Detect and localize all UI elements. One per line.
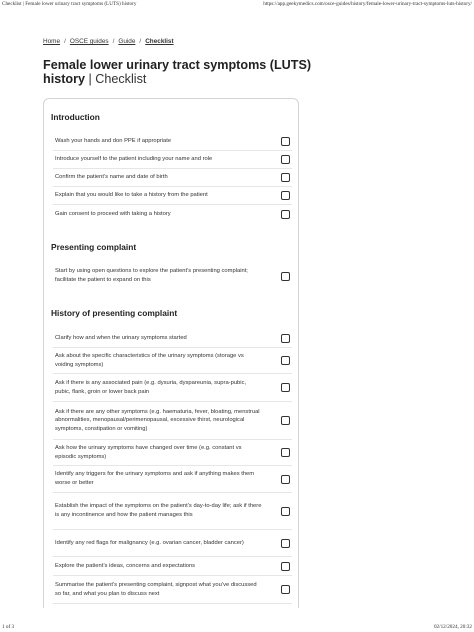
checklist-item-text: Summarise the patient’s presenting complaint, signpost what you’ve discussed so far, and what you plan to discuss next <box>55 581 257 597</box>
breadcrumb-checklist-link[interactable]: Checklist <box>145 38 174 45</box>
checklist-item-text: Ask if there are any other symptoms (e.g. haematuria, fever, bloating, menstrual abnormalities, menopausal/perimenopausal, excessive thirst, neurological symptoms, constipation or vomiting) <box>55 408 260 432</box>
print-footer <box>0 622 474 632</box>
checklist-item-text: Ask about the specific characteristics of the urinary symptoms (storage vs voiding symptoms) <box>55 352 244 368</box>
page-title-suffix: | Checklist <box>88 72 147 86</box>
breadcrumb-home-link[interactable]: Home <box>43 38 61 45</box>
page-title <box>43 58 343 86</box>
checklist-checkbox[interactable] <box>281 539 290 548</box>
breadcrumb-osce-guides-link[interactable]: OSCE guides <box>69 38 109 45</box>
checklist-item-text: Ask if there is any associated pain (e.g. dysuria, dyspareunia, supra-pubic, pubic, flank, groin or lower back pain <box>55 379 247 395</box>
checklist-checkbox[interactable] <box>281 272 290 281</box>
checklist-checkbox[interactable] <box>281 475 290 484</box>
page-title-main: Female lower urinary tract symptoms (LUTS) history <box>43 58 312 86</box>
checklist-checkbox[interactable] <box>281 448 290 457</box>
checklist-checkbox[interactable] <box>281 191 290 200</box>
checklist-checkbox[interactable] <box>281 334 290 343</box>
checklist-item <box>53 466 292 493</box>
checklist-checkbox[interactable] <box>281 137 290 146</box>
checklist-item <box>53 187 292 205</box>
checklist-item <box>53 329 292 348</box>
breadcrumb <box>43 38 174 45</box>
checklist-item <box>53 530 292 557</box>
breadcrumb-separator: / <box>112 38 115 45</box>
section-title-history-of-presenting-complaint: History of presenting complaint <box>51 308 178 318</box>
checklist-checkbox[interactable] <box>281 173 290 182</box>
checklist-item-text: Identify any red flags for malignancy (e.g. ovarian cancer, bladder cancer) <box>55 539 244 546</box>
checklist-checkbox[interactable] <box>281 585 290 594</box>
checklist-checkbox[interactable] <box>281 356 290 365</box>
checklist-item-text: Clarify how and when the urinary symptoms started <box>55 334 187 341</box>
checklist-item <box>53 151 292 169</box>
breadcrumb-separator: / <box>64 38 66 45</box>
checklist-item <box>53 374 292 402</box>
section-title-presenting-complaint: Presenting complaint <box>51 242 137 252</box>
checklist-item <box>53 133 292 151</box>
checklist-item-text: Confirm the patient’s name and date of birth <box>55 174 168 181</box>
breadcrumb-guide-link[interactable]: Guide <box>118 38 136 45</box>
checklist-checkbox[interactable] <box>281 507 290 516</box>
print-header-title: Checklist | Female lower urinary tract symptoms (LUTS) history <box>2 1 137 7</box>
checklist-item <box>53 205 292 223</box>
checklist-item <box>53 557 292 576</box>
checklist-item <box>53 402 292 440</box>
checklist-card <box>43 98 299 608</box>
print-header <box>0 0 474 10</box>
checklist-checkbox[interactable] <box>281 210 290 219</box>
checklist-checkbox[interactable] <box>281 383 290 392</box>
print-header-url: https://app.geekymedics.com/osce-guides/history/female-lower-urinary-tract-symptoms-luts-history/ <box>263 1 472 7</box>
checklist-checkbox[interactable] <box>281 562 290 571</box>
checklist-item <box>53 169 292 187</box>
breadcrumb-separator: / <box>139 38 142 45</box>
print-footer-datetime: 02/12/2024, 20:32 <box>433 624 472 630</box>
print-footer-page: 1 of 3 <box>2 624 15 630</box>
checklist-item-text: Introduce yourself to the patient including your name and role <box>55 156 213 163</box>
checklist-item <box>53 440 292 466</box>
checklist-checkbox[interactable] <box>281 155 290 164</box>
checklist-item-text: Start by using open questions to explore the patient’s presenting complaint; facilitate the patient to expand on this <box>55 268 248 283</box>
checklist-item-text: Gain consent to proceed with taking a history <box>55 210 171 217</box>
checklist-item <box>53 348 292 374</box>
checklist-checkbox[interactable] <box>281 416 290 425</box>
checklist-item <box>53 576 292 604</box>
checklist-item-text: Establish the impact of the symptoms on the patient’s day-to-day life; ask if there is any incontinence and how the patient manages this <box>55 503 262 518</box>
checklist-item-text: Identify any triggers for the urinary symptoms and ask if anything makes them worse or better <box>55 471 255 486</box>
checklist-item <box>53 263 292 289</box>
checklist-item <box>53 493 292 530</box>
checklist-item-text: Ask how the urinary symptoms have changed over time (e.g. constant vs episodic symptoms) <box>55 444 242 460</box>
section-title-introduction: Introduction <box>51 112 100 122</box>
checklist-item-text: Wash your hands and don PPE if appropriate <box>55 138 172 145</box>
checklist-item-text: Explain that you would like to take a history from the patient <box>55 192 208 199</box>
checklist-item-text: Explore the patient’s ideas, concerns and expectations <box>55 562 196 569</box>
